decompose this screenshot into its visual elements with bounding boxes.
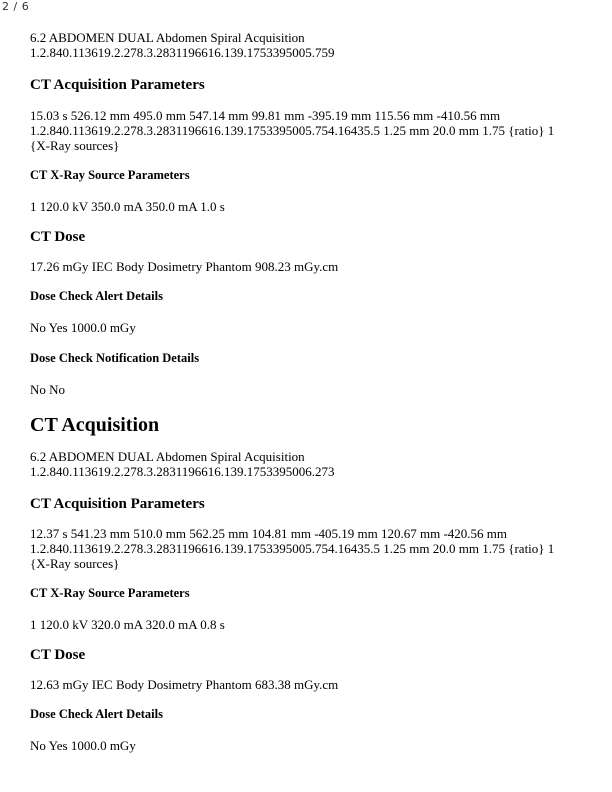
acquisition-1-parameters-heading: CT Acquisition Parameters [30, 77, 205, 93]
page-number: 2 / 6 [2, 0, 30, 13]
acquisition-2-alert-heading: Dose Check Alert Details [30, 707, 163, 721]
acquisition-1-description: 6.2 ABDOMEN DUAL Abdomen Spiral Acquisition 1.2.840.113619.2.278.3.2831196616.139.1753395005.759 [30, 30, 335, 60]
acquisition-2-dose-values: 12.63 mGy IEC Body Dosimetry Phantom 683.38 mGy.cm [30, 677, 339, 692]
acquisition-1-parameters-values: 15.03 s 526.12 mm 495.0 mm 547.14 mm 99.81 mm -395.19 mm 115.56 mm -410.56 mm 1.2.840.113619.2.278.3.2831196616.139.1753395005.754.16435.5 1.25 mm 20.0 mm 1.75 {ratio} 1 {X-Ray sources} [30, 108, 555, 153]
acquisition-1-dose-values: 17.26 mGy IEC Body Dosimetry Phantom 908.23 mGy.cm [30, 259, 339, 274]
acquisition-1-xray-source-heading: CT X-Ray Source Parameters [30, 168, 190, 182]
acquisition-1-alert-values: No Yes 1000.0 mGy [30, 320, 136, 335]
acquisition-1-xray-source-values: 1 120.0 kV 350.0 mA 350.0 mA 1.0 s [30, 199, 225, 214]
acquisition-2-description: 6.2 ABDOMEN DUAL Abdomen Spiral Acquisition 1.2.840.113619.2.278.3.2831196616.139.1753395006.273 [30, 449, 335, 479]
acquisition-2-xray-source-heading: CT X-Ray Source Parameters [30, 586, 190, 600]
ct-acquisition-heading: CT Acquisition [30, 414, 160, 436]
document-content [30, 30, 575, 753]
acquisition-2-dose-heading: CT Dose [30, 647, 86, 663]
acquisition-1-alert-heading: Dose Check Alert Details [30, 289, 163, 303]
acquisition-1-dose-heading: CT Dose [30, 229, 86, 245]
acquisition-2-xray-source-values: 1 120.0 kV 320.0 mA 320.0 mA 0.8 s [30, 617, 225, 632]
acquisition-2-parameters-heading: CT Acquisition Parameters [30, 496, 205, 512]
acquisition-1-notification-heading: Dose Check Notification Details [30, 351, 200, 365]
acquisition-2-alert-values: No Yes 1000.0 mGy [30, 738, 136, 753]
acquisition-2-parameters-values: 12.37 s 541.23 mm 510.0 mm 562.25 mm 104.81 mm -405.19 mm 120.67 mm -420.56 mm 1.2.840.113619.2.278.3.2831196616.139.1753395005.754.16435.5 1.25 mm 20.0 mm 1.75 {ratio} 1 {X-Ray sources} [30, 526, 555, 571]
acquisition-1-notification-values: No No [30, 382, 66, 397]
